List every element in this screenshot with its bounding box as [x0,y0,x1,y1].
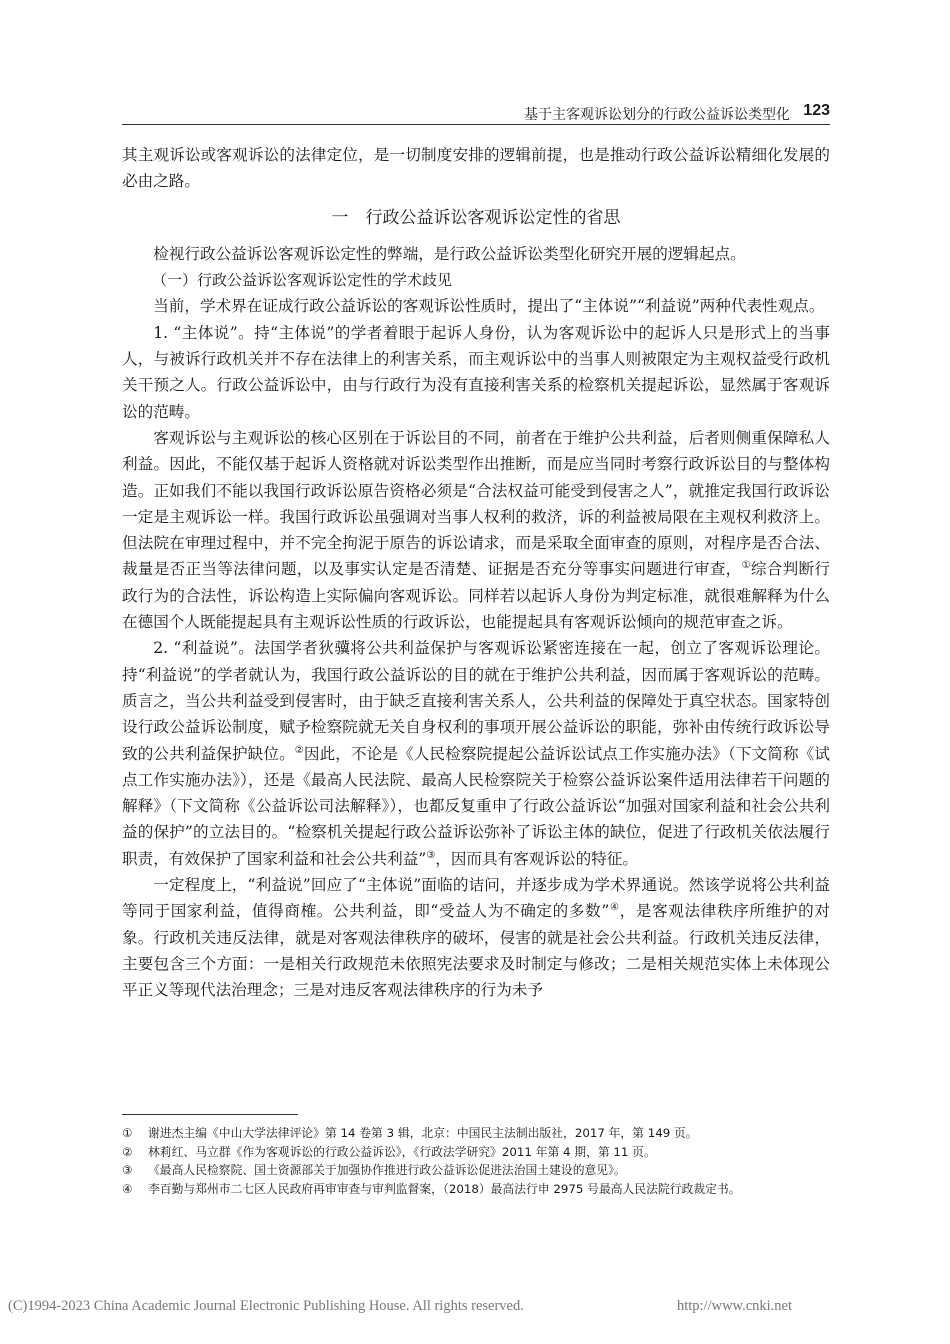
paragraph-4 [122,425,830,635]
running-title: 基于主客观诉讼划分的行政公益诉讼类型化 [524,107,790,123]
footnote-ref-4[interactable]: ④ [609,902,620,914]
paragraph-4-part-b: 综合判断行政行为的合法性，诉讼构造上实际偏向客观诉讼。同样若以起诉人身份为判定标准，就很难解释为什么在德国个人既能提起具有主观诉讼性质的行政诉讼，也能提起具有客观诉讼倾向的规范审查之诉。 [122,560,830,632]
footnote-text: 李百勤与郑州市二七区人民政府再审审查与审判监督案，（2018）最高法行申 2975 号最高人民法院行政裁定书。 [148,1181,741,1196]
footnote-mark: ② [122,1144,133,1159]
footnote-item [122,1124,830,1143]
paragraph-continuation: 其主观诉讼或客观诉讼的法律定位，是一切制度安排的逻辑前提，也是推动行政公益诉讼精细化发展的必由之路。 [122,146,830,191]
paragraph-6-part-a: 一定程度上，“利益说”回应了“主体说”面临的诘问，并逐步成为学术界通说。然该学说将公共利益等同于国家利益，值得商榷。公共利益，即“受益人为不确定的多数” [122,876,830,921]
footnote-text: 林莉红、马立群《作为客观诉讼的行政公益诉讼》，《行政法学研究》2011 年第 4 期，第 11 页。 [148,1144,656,1159]
paragraph-4-part-a: 客观诉讼与主观诉讼的核心区别在于诉讼目的不同，前者在于维护公共利益，后者则侧重保障私人利益。因此，不能仅基于起诉人资格就对诉讼类型作出推断，而是应当同时考察行政诉讼目的与整体构造。正如我们不能以我国行政诉讼原告资格必须是“合法权益可能受到侵害之人”，就推定我国行政诉讼一定是主观诉讼一样。我国行政诉讼虽强调对当事人权利的救济，诉的利益被局限在主观权利救济上。但法院在审理过程中，并不完全拘泥于原告的诉讼请求，而是采取全面审查的原则，对程序是否合法、裁量是否正当等法律问题，以及事实认定是否清楚、证据是否充分等事实问题进行审查， [122,428,830,579]
footnote-text: 《最高人民检察院、国土资源部关于加强协作推进行政公益诉讼促进法治国土建设的意见》。 [148,1163,626,1178]
footnote-ref-3[interactable]: ③ [426,849,436,861]
paragraph-5-part-c: ，因而具有客观诉讼的特征。 [435,849,638,868]
footnote-item [122,1180,830,1199]
paragraph-5-part-a: 2. “利益说”。法国学者狄骥将公共利益保护与客观诉讼紧密连接在一起，创立了客观诉讼理论。持“利益说”的学者就认为，我国行政公益诉讼的目的就在于维护公共利益，因而属于客观诉讼的范畴。质言之，当公共利益受到侵害时，由于缺乏直接利害关系人，公共利益的保障处于真空状态。国家特创设行政公益诉讼制度，赋予检察院就无关自身权利的事项开展公益诉讼的职能，弥补由传统行政诉讼导致的公共利益保护缺位。 [122,639,830,763]
paragraph-5-part-b: 因此，不论是《人民检察院提起公益诉讼试点工作实施办法》（下文简称《试点工作实施办法》），还是《最高人民法院、最高人民检察院关于检察公益诉讼案件适用法律若干问题的解释》（下文简称《公益诉讼司法解释》），也都反复重申了行政公益诉讼“加强对国家利益和社会公共利益的保护”的立法目的。“检察机关提起行政公益诉讼弥补了诉讼主体的缺位，促进了行政机关依法履行职责，有效保护了国家利益和社会公共利益” [122,744,830,868]
footnote-mark: ③ [122,1163,133,1178]
paragraph-subject-theory: 1. “主体说”。持“主体说”的学者着眼于起诉人身份，认为客观诉讼中的起诉人只是形式上的当事人，与被诉行政机关并不存在法律上的利害关系，而主观诉讼中的当事人则被限定为主观权益受行政机关干预之人。行政公益诉讼中，由与行政行为没有直接利害关系的检察机关提起诉讼，显然属于客观诉讼的范畴。 [122,323,830,421]
footnote-ref-1[interactable]: ① [741,560,751,572]
copyright-bar [8,1298,942,1315]
section-title: 一 行政公益诉讼客观诉讼定性的省思 [331,207,621,228]
footnote-divider [122,1114,298,1115]
footnote-text: 谢进杰主编《中山大学法律评论》第 14 卷第 3 辑，北京：中国民主法制出版社，2017 年，第 149 页。 [148,1126,698,1140]
footnote-item [122,1143,830,1162]
paragraph-2: 当前，学术界在证成行政公益诉讼的客观诉讼性质时，提出了“主体说”“利益说”两种代表性观点。 [153,297,825,316]
footnote-mark: ④ [122,1181,133,1196]
footnote-item [122,1161,830,1180]
publisher-link[interactable]: http://www.cnki.net [676,1298,792,1314]
article-body [122,142,830,1004]
footnotes [122,1124,830,1198]
paragraph-6-part-b: ，是客观法律秩序所维护的对象。行政机关违反法律，就是对客观法律秩序的破坏，侵害的就是社会公共利益。行政机关违反法律，主要包含三个方面：一是相关行政规范未依照宪法要求及时制定与修改；二是相关规范实体上未体现公平正义等现代法治理念；三是对违反客观法律秩序的行为未予 [122,902,830,1000]
running-header [122,100,830,125]
paragraph-interest-theory [122,635,830,872]
copyright-text: (C)1994-2023 China Academic Journal Electronic Publishing House. All rights reserved. [8,1298,524,1314]
paragraph-intro: 检视行政公益诉讼客观诉讼定性的弊端，是行政公益诉讼类型化研究开展的逻辑起点。 [153,244,746,263]
page-number: 123 [803,102,830,119]
subheading: （一）行政公益诉讼客观诉讼定性的学术歧见 [152,271,453,290]
paragraph-6 [122,872,830,1003]
footnote-mark: ① [122,1126,133,1140]
footnote-ref-2[interactable]: ② [294,744,304,756]
